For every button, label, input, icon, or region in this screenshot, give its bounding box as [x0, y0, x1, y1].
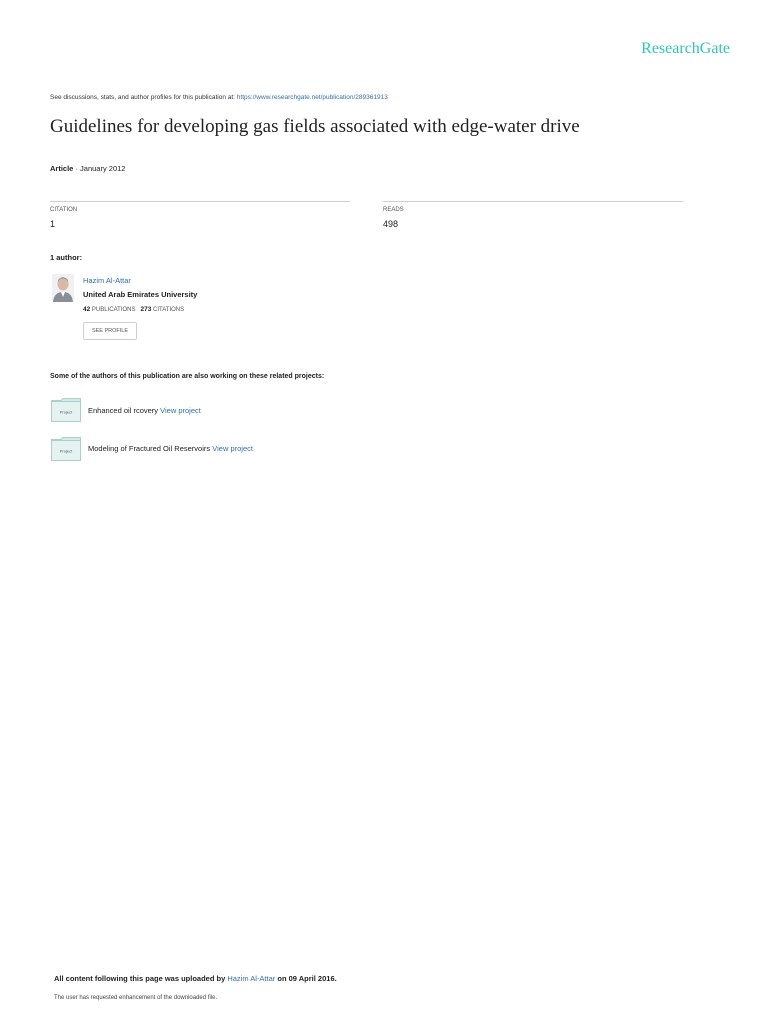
upload-note	[54, 974, 337, 983]
author-institution: United Arab Emirates University	[83, 290, 198, 299]
see-profile-button[interactable]: SEE PROFILE	[83, 322, 137, 340]
divider-citation	[50, 201, 350, 202]
avatar-photo-icon	[52, 274, 74, 302]
project-icon-label: Project	[59, 448, 73, 454]
paper-date: January 2012	[80, 164, 126, 173]
project-folder-icon	[51, 437, 81, 461]
divider-reads	[383, 201, 683, 202]
paper-title: Guidelines for developing gas fields associated with edge-water drive	[50, 116, 580, 137]
researchgate-logo[interactable]: ResearchGate	[641, 40, 730, 57]
upload-prefix: All content following this page was uploaded by	[54, 974, 228, 983]
author-stats	[83, 306, 184, 313]
authors-heading: 1 author:	[50, 253, 83, 262]
reads-value: 498	[383, 219, 399, 229]
related-projects-heading: Some of the authors of this publication are also working on these related projects:	[50, 373, 325, 380]
project-item	[88, 406, 201, 415]
view-project-link[interactable]: View project	[160, 406, 201, 415]
publications-label: PUBLICATIONS	[91, 307, 136, 313]
disclaimer-line	[50, 94, 388, 101]
uploader-link[interactable]: Hazim Al-Attar	[227, 974, 276, 983]
citations-count: 273	[140, 306, 152, 313]
upload-suffix: on 09 April 2016.	[275, 974, 337, 983]
citation-value: 1	[50, 219, 56, 229]
view-project-link[interactable]: View project	[212, 444, 253, 453]
project-item	[88, 444, 253, 453]
meta-separator: ·	[75, 164, 78, 173]
publication-url-link[interactable]: https://www.researchgate.net/publication/289361913	[236, 94, 388, 101]
citation-label: CITATION	[50, 207, 78, 213]
disclaimer-text: See discussions, stats, and author profiles for this publication at:	[50, 94, 237, 101]
author-avatar[interactable]	[52, 274, 74, 302]
publications-count: 42	[83, 306, 91, 313]
citations-label: CITATIONS	[153, 307, 185, 313]
project-icon-label: Project	[59, 409, 73, 415]
project-name: Modeling of Fractured Oil Reservoirs	[88, 444, 211, 453]
paper-meta	[50, 164, 125, 173]
reads-label: READS	[383, 207, 404, 213]
author-name-link[interactable]: Hazim Al-Attar	[83, 276, 131, 285]
project-folder-icon	[51, 398, 81, 422]
paper-type: Article	[50, 164, 74, 173]
enhancement-note: The user has requested enhancement of the downloaded file.	[54, 995, 218, 1001]
project-name: Enhanced oil rcovery	[88, 406, 159, 415]
